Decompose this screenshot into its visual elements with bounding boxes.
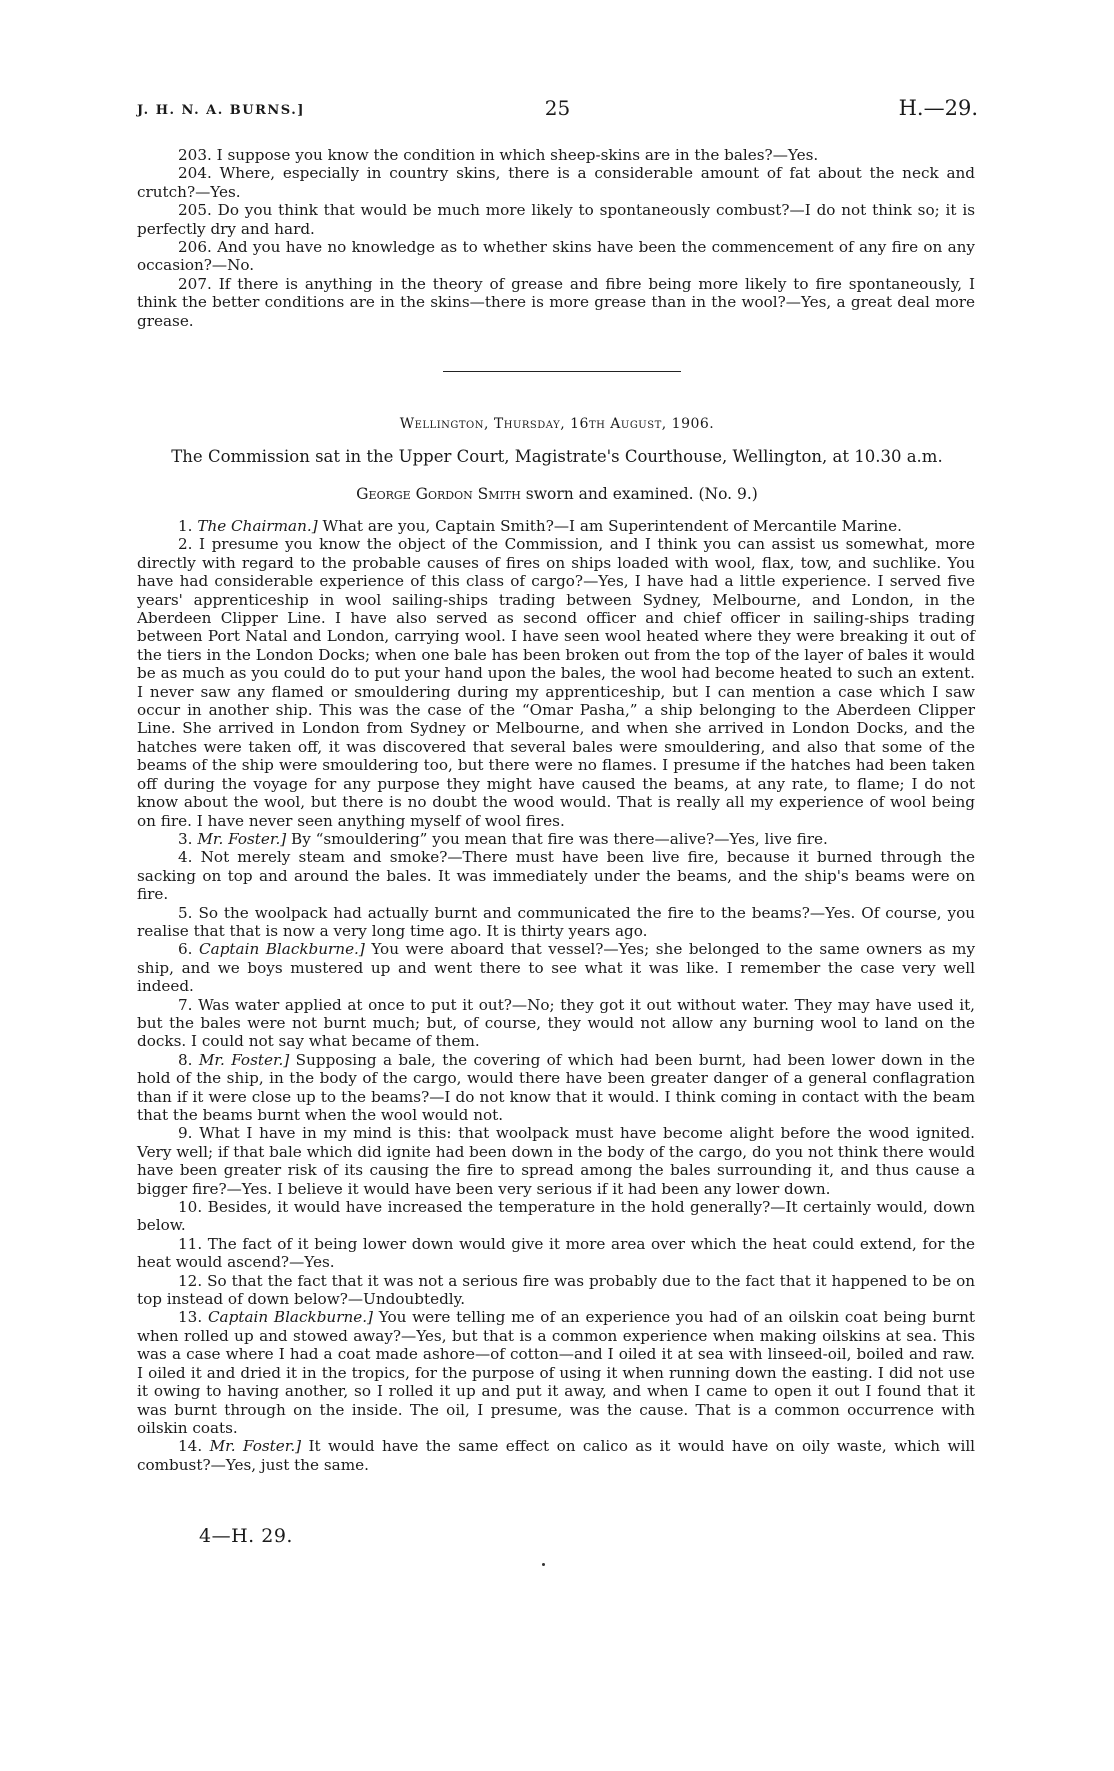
question-text: By “smouldering” you mean that fire was there—alive?—Yes, live fire. xyxy=(291,829,828,848)
question-number: 4. xyxy=(178,848,193,867)
question-number: 1. xyxy=(178,517,193,535)
question-12 xyxy=(137,1272,975,1309)
question-number: 2. xyxy=(178,535,193,554)
sitting-statement: The Commission sat in the Upper Court, Magistrate's Courthouse, Wellington, at 10.30 a.m. xyxy=(171,447,943,466)
speaker: Captain Blackburne.] xyxy=(199,940,365,959)
question-text: So that the fact that it was not a serious fire was probably due to the fact that it happened to be on top instead of down below?—Undoubtedly. xyxy=(137,1271,976,1309)
question-13 xyxy=(137,1308,975,1437)
running-header xyxy=(137,96,978,126)
question-6 xyxy=(137,940,975,995)
question-number: 5. xyxy=(178,903,193,922)
question-text: So the woolpack had actually burnt and communicated the fire to the beams?—Yes. Of course, you realise that that is now a very long time ago. It is thirty years ago. xyxy=(137,903,976,940)
question-number: 13. xyxy=(178,1308,203,1327)
question-text: What are you, Captain Smith?—I am Superintendent of Mercantile Marine. xyxy=(322,517,902,535)
question-4 xyxy=(137,848,975,903)
witness-status: sworn and examined. xyxy=(525,485,694,503)
question-204: 204. Where, especially in country skins, there is a considerable amount of fat about the neck and crutch?—Yes. xyxy=(137,164,975,201)
question-number: 8. xyxy=(178,1050,193,1069)
question-3 xyxy=(137,830,975,848)
question-text: What I have in my mind is this: that woolpack must have become alight before the wood ignited. Very well; if that bale which did ignite had been down in the body of the cargo, do you not think there would have been greater risk of its causing the fire to spread among the bales surrounding it, and thus cause a bigger fire?—Yes. I believe it would have been very serious if it had been any lower down. xyxy=(137,1124,976,1198)
paper-reference: H.—29. xyxy=(898,96,978,120)
question-number: 9. xyxy=(178,1124,193,1143)
question-text: You were telling me of an experience you had of an oilskin coat being burnt when rolled up and stowed away?—Yes, but that is a common experience when making oilskins at sea. This was a case where I had a coat made ashore—of cotton—and I oiled it at sea with linseed-oil, boiled and raw. I oiled it and dried it in the tropics, for the purpose of using it when running down the easting. I did not use it owing to having another, so I rolled it up and put it away, and when I came to open it out I found that it was burnt through on the inside. The oil, I presume, was the cause. That is a common occurrence with oilskin coats. xyxy=(137,1308,975,1437)
question-7 xyxy=(137,996,975,1051)
question-1 xyxy=(137,517,975,535)
question-text: Was water applied at once to put it out?—No; they got it out without water. They may have used it, but the bales were not burnt much; but, of course, they would not allow any burning wool to land on the docks. I could not say what became of them. xyxy=(137,995,976,1051)
question-number: 6. xyxy=(178,940,193,959)
speaker: Mr. Foster.] xyxy=(209,1437,302,1456)
section-divider xyxy=(443,371,681,372)
question-number: 3. xyxy=(178,829,193,848)
question-9 xyxy=(137,1124,975,1198)
question-2 xyxy=(137,535,975,830)
question-text: Not merely steam and smoke?—There must have been live fire, because it burned through the sacking on top and around the bales. It was immediately under the beams, and the ship's beams were on fire. xyxy=(137,848,975,904)
question-206: 206. And you have no knowledge as to whether skins have been the commencement of any fire on any occasion?—No. xyxy=(137,238,975,275)
question-text: The fact of it being lower down would give it more area over which the heat could extend, for the heat would ascend?—Yes. xyxy=(137,1234,976,1272)
question-text: Supposing a bale, the covering of which had been burnt, had been lower down in the hold of the ship, in the body of the cargo, would there have been greater danger of a general conflagration than if it were close up to the beams?—I do not know that it would. I think coming in contact with the beam that the beams burnt when the wool would not. xyxy=(137,1050,976,1124)
session-dateline: Wellington, Thursday, 16th August, 1906. xyxy=(399,416,715,432)
question-text: It would have the same effect on calico as it would have on oily waste, which will combust?—Yes, just the same. xyxy=(137,1437,976,1474)
question-203: 203. I suppose you know the condition in which sheep-skins are in the bales?—Yes. xyxy=(178,146,819,164)
witness-heading xyxy=(0,485,1114,503)
speaker: Captain Blackburne.] xyxy=(207,1308,373,1327)
question-number: 14. xyxy=(178,1437,203,1456)
question-205: 205. Do you think that would be much more likely to spontaneously combust?—I do not think so; it is perfectly dry and hard. xyxy=(137,201,975,238)
question-number: 7. xyxy=(178,995,193,1014)
previous-evidence xyxy=(137,146,975,330)
question-8 xyxy=(137,1051,975,1125)
speaker: The Chairman.] xyxy=(197,517,318,535)
speaker: Mr. Foster.] xyxy=(197,829,287,848)
question-text: You were aboard that vessel?—Yes; she belonged to the same owners as my ship, and we boys mustered up and went there to see what it was like. I remember the case very well indeed. xyxy=(137,940,976,996)
question-5 xyxy=(137,904,975,941)
question-207: 207. If there is anything in the theory of grease and fibre being more likely to fire spontaneously, I think the better conditions are in the skins—there is more grease than in the wool?—Yes, a great deal more grease. xyxy=(137,274,975,330)
question-11 xyxy=(137,1235,975,1272)
page-number: 25 xyxy=(544,96,571,120)
witness-evidence xyxy=(137,517,975,1474)
question-text: Besides, it would have increased the temperature in the hold generally?—It certainly would, down below. xyxy=(137,1198,975,1235)
signature-mark: 4—H. 29. xyxy=(199,1525,293,1547)
header-witness: J. H. N. A. BURNS.] xyxy=(137,103,305,118)
question-10 xyxy=(137,1198,975,1235)
question-number: 11. xyxy=(178,1234,203,1253)
question-14 xyxy=(137,1437,975,1474)
speaker: Mr. Foster.] xyxy=(198,1050,290,1069)
printer-dot xyxy=(542,1563,545,1566)
question-number: 10. xyxy=(178,1198,203,1217)
witness-number: (No. 9.) xyxy=(698,485,758,503)
witness-name: George Gordon Smith xyxy=(356,485,521,503)
question-number: 12. xyxy=(178,1271,203,1290)
question-text: I presume you know the object of the Commission, and I think you can assist us somewhat, more directly with regard to the probable causes of fires on ships loaded with wool, flax, tow, and suchlike. You have had considerable experience of this class of cargo?—Yes, I have had a little experience. I served five years' apprenticeship in wool sailing-ships trading between Sydney, Melbourne, and London, in the Aberdeen Clipper Line. I have also served as second officer and chief officer in sailing-ships trading between Port Natal and London, carrying wool. I have seen wool heated where they were breaking it out of the tiers in the London Docks; when one bale has been broken out from the top of the layer of bales it would be as much as you could do to put your hand upon the bales, the wool had become heated to such an extent. I never saw any flamed or smouldering during my apprenticeship, but I can mention a case which I saw occur in another ship. This was the case of the “Omar Pasha,” a ship belonging to the Aberdeen Clipper Line. She arrived in London from Sydney or Melbourne, and when she arrived in London Docks, and the hatches were taken off, it was discovered that several bales were smouldering, and also that some of the beams of the ship were smouldering too, but there were no flames. I presume if the hatches had been taken off during the voyage for any purpose they might have caused the beams, at any rate, to flame; I do not know about the wool, but there is no doubt the wood would. That is really all my experience of wool being on fire. I have never seen anything myself of wool fires. xyxy=(137,535,976,830)
